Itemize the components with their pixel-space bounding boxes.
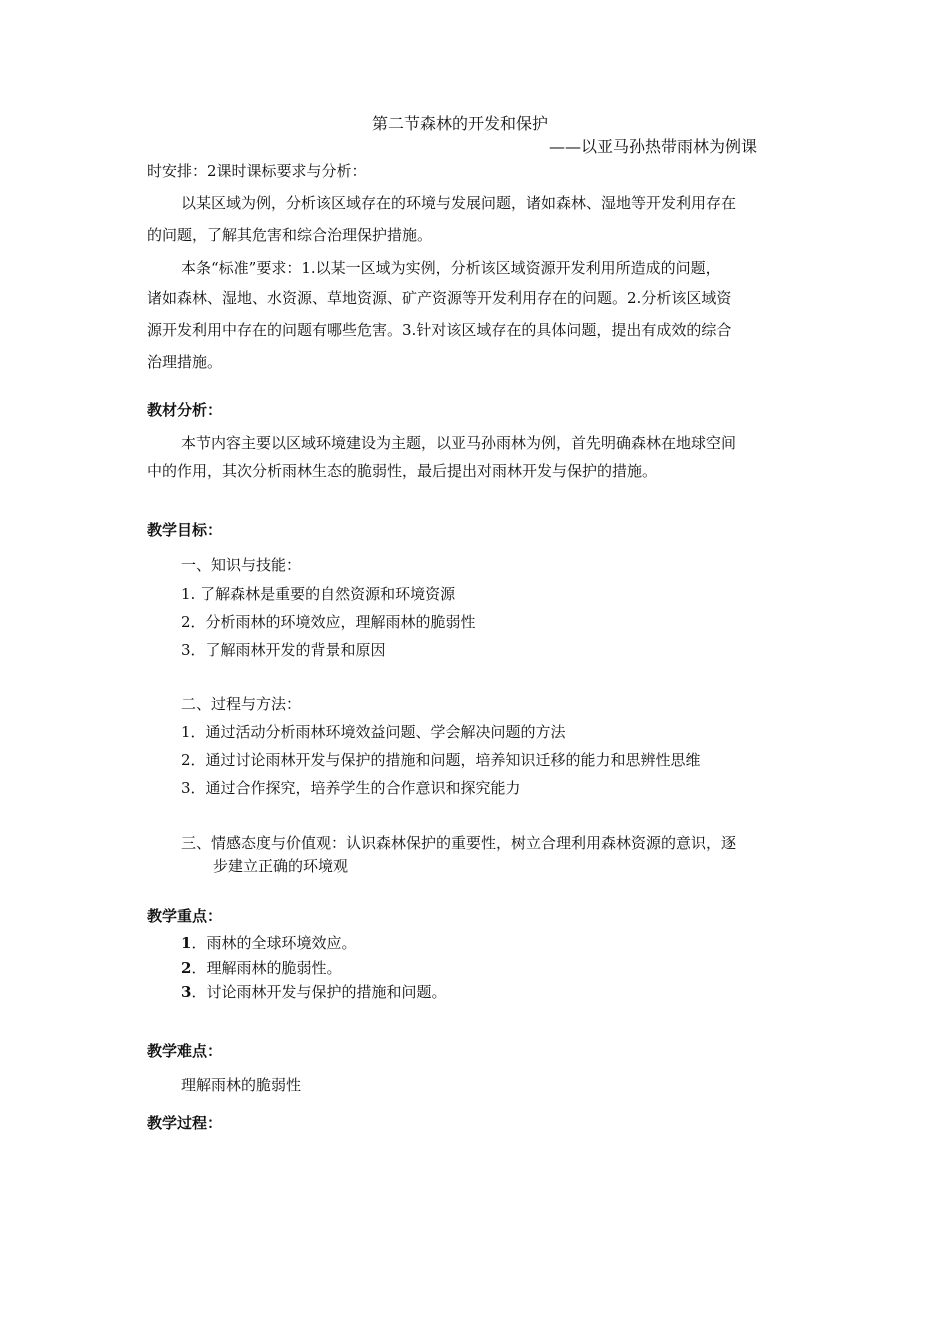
requirement-paragraph-line-2: 诸如森林、湿地、水资源、草地资源、矿产资源等开发利用存在的问题。2.分析该区域资 bbox=[147, 289, 732, 307]
key-point-2-number: 2 bbox=[181, 959, 192, 977]
goal-2-item-2: 2．通过讨论雨林开发与保护的措施和问题，培养知识迁移的能力和思辨性思维 bbox=[181, 751, 701, 769]
standard-paragraph-line-2: 的问题，了解其危害和综合治理保护措施。 bbox=[147, 226, 433, 244]
key-point-1 bbox=[181, 933, 356, 953]
goal-group-1-label: 一、知识与技能： bbox=[181, 556, 302, 574]
goal-group-2-label: 二、过程与方法： bbox=[181, 695, 302, 713]
key-point-2 bbox=[181, 958, 341, 978]
document-title: 第二节森林的开发和保护 bbox=[372, 114, 549, 133]
key-point-3-number: 3 bbox=[181, 983, 192, 1001]
goal-2-item-3: 3．通过合作探究，培养学生的合作意识和探究能力 bbox=[181, 779, 521, 797]
material-paragraph-line-1: 本节内容主要以区域环境建设为主题，以亚马孙雨林为例，首先明确森林在地球空间 bbox=[181, 434, 737, 452]
standard-paragraph-line-1: 以某区域为例，分析该区域存在的环境与发展问题，诸如森林、湿地等开发利用存在 bbox=[181, 194, 737, 212]
requirement-paragraph-line-3: 源开发利用中存在的问题有哪些危害。3.针对该区域存在的具体问题，提出有成效的综合 bbox=[147, 321, 732, 339]
goal-1-item-3: 3．了解雨林开发的背景和原因 bbox=[181, 641, 386, 659]
key-point-3-text: ．讨论雨林开发与保护的措施和问题。 bbox=[191, 983, 447, 1001]
material-paragraph-line-2: 中的作用，其次分析雨林生态的脆弱性，最后提出对雨林开发与保护的措施。 bbox=[147, 462, 658, 480]
goals-heading: 教学目标： bbox=[147, 521, 223, 539]
goal-group-3-line-1: 三、情感态度与价值观：认识森林保护的重要性，树立合理利用森林资源的意识，逐 bbox=[181, 834, 737, 852]
key-point-3 bbox=[181, 982, 446, 1002]
key-point-2-text: ．理解雨林的脆弱性。 bbox=[191, 959, 342, 977]
material-heading: 教材分析： bbox=[147, 401, 223, 419]
process-heading: 教学过程： bbox=[147, 1114, 223, 1132]
difficulty-heading: 教学难点： bbox=[147, 1042, 223, 1060]
goal-1-item-2: 2．分析雨林的环境效应，理解雨林的脆弱性 bbox=[181, 613, 476, 631]
schedule-line: 时安排：2课时课标要求与分析： bbox=[147, 162, 367, 180]
requirement-paragraph-line-4: 治理措施。 bbox=[147, 353, 223, 371]
requirement-paragraph-line-1: 本条“标准”要求：1.以某一区域为实例，分析该区域资源开发利用所造成的问题， bbox=[181, 259, 721, 277]
key-point-1-text: ．雨林的全球环境效应。 bbox=[191, 934, 357, 952]
difficulty-text: 理解雨林的脆弱性 bbox=[181, 1076, 302, 1094]
goal-1-item-1: 1. 了解森林是重要的自然资源和环境资源 bbox=[181, 585, 456, 603]
goal-group-3-line-2: 步建立正确的环境观 bbox=[213, 857, 349, 875]
key-points-heading: 教学重点： bbox=[147, 907, 223, 925]
goal-2-item-1: 1．通过活动分析雨林环境效益问题、学会解决问题的方法 bbox=[181, 723, 566, 741]
key-point-1-number: 1 bbox=[181, 934, 192, 952]
document-subtitle: ——以亚马孙热带雨林为例课 bbox=[549, 137, 758, 156]
